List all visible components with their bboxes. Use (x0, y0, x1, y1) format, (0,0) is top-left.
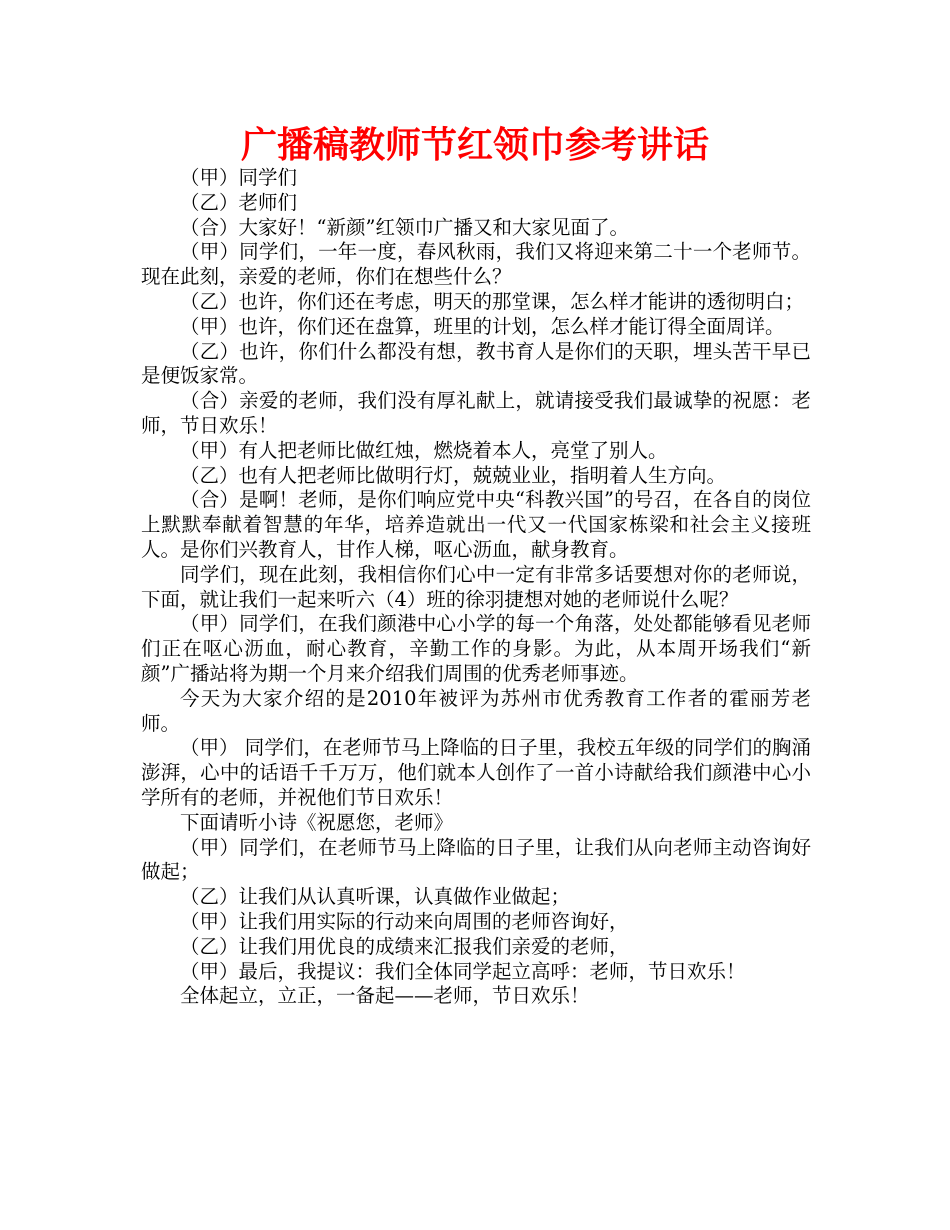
document-title: 广播稿教师节红领巾参考讲话 (240, 125, 709, 166)
paragraph: 全体起立，立正，一备起——老师，节日欢乐！ (180, 984, 590, 1008)
paragraph: （甲）同学们，一年一度，春风秋雨，我们又将迎来第二十一个老师节。 现在此刻，亲爱的老师，你们在想些什么？ (141, 240, 811, 289)
paragraph: （乙）也许，你们什么都没有想，教书育人是你们的天职，埋头苦干早已是便饭家常。 (141, 339, 811, 388)
paragraph: 同学们，现在此刻，我相信你们心中一定有非常多话要想对你的老师说，下面，就让我们一起来听六（4）班的徐羽捷想对她的老师说什么呢？ (141, 562, 811, 611)
paragraph: （甲）同学们 (180, 166, 298, 189)
paragraph: （甲） 同学们，在老师节马上降临的日子里，我校五年级的同学们的胸涌澎湃，心中的话语千千万万，他们就本人创作了一首小诗献给我们颜港中心小学所有的老师，并祝他们节日欢乐！ (141, 736, 811, 809)
paragraph: （甲）有人把老师比做红烛，燃烧着本人，亮堂了别人。 (180, 438, 668, 462)
paragraph: （乙）也有人把老师比做明行灯，兢兢业业，指明着人生方向。 (180, 463, 727, 487)
paragraph: 下面请听小诗《祝愿您，老师》 (180, 810, 454, 834)
paragraph: （合）大家好！“新颜”红领巾广播又和大家见面了。 (180, 215, 629, 239)
paragraph: （甲）同学们，在老师节马上降临的日子里，让我们从向老师主动咨询好做起； (141, 835, 811, 884)
paragraph: 今天为大家介绍的是2010年被评为苏州市优秀教育工作者的霍丽芳老师。 (141, 686, 811, 735)
document-body (141, 166, 811, 1009)
paragraph: （合）是啊！老师，是你们响应党中央“科教兴国”的号召，在各自的岗位上默默奉献着智慧的年华，培养造就出一代又一代国家栋梁和社会主义接班人。是你们兴教育人，甘作人梯，呕心沥血，献身教育。 (141, 488, 811, 561)
paragraph: （甲）同学们，在我们颜港中心小学的每一个角落，处处都能够看见老师们正在呕心沥血，耐心教育，辛勤工作的身影。为此，从本周开场我们“新颜”广播站将为期一个月来介绍我们周围的优秀老师事迹。 (141, 612, 811, 685)
paragraph: （乙）让我们从认真听课，认真做作业做起； (180, 885, 571, 909)
paragraph: （乙）让我们用优良的成绩来汇报我们亲爱的老师， (180, 934, 629, 958)
paragraph: （甲）也许，你们还在盘算，班里的计划，怎么样才能订得全面周详。 (180, 314, 785, 338)
paragraph: （乙）老师们 (180, 190, 298, 214)
paragraph: （甲）最后，我提议：我们全体同学起立高呼：老师，节日欢乐！ (180, 959, 746, 983)
paragraph: （合）亲爱的老师，我们没有厚礼献上，就请接受我们最诚挚的祝愿：老师，节日欢乐！ (141, 389, 811, 437)
paragraph: （乙）也许，你们还在考虑，明天的那堂课，怎么样才能讲的透彻明白； (180, 289, 805, 313)
paragraph: （甲）让我们用实际的行动来向周围的老师咨询好， (180, 909, 629, 933)
